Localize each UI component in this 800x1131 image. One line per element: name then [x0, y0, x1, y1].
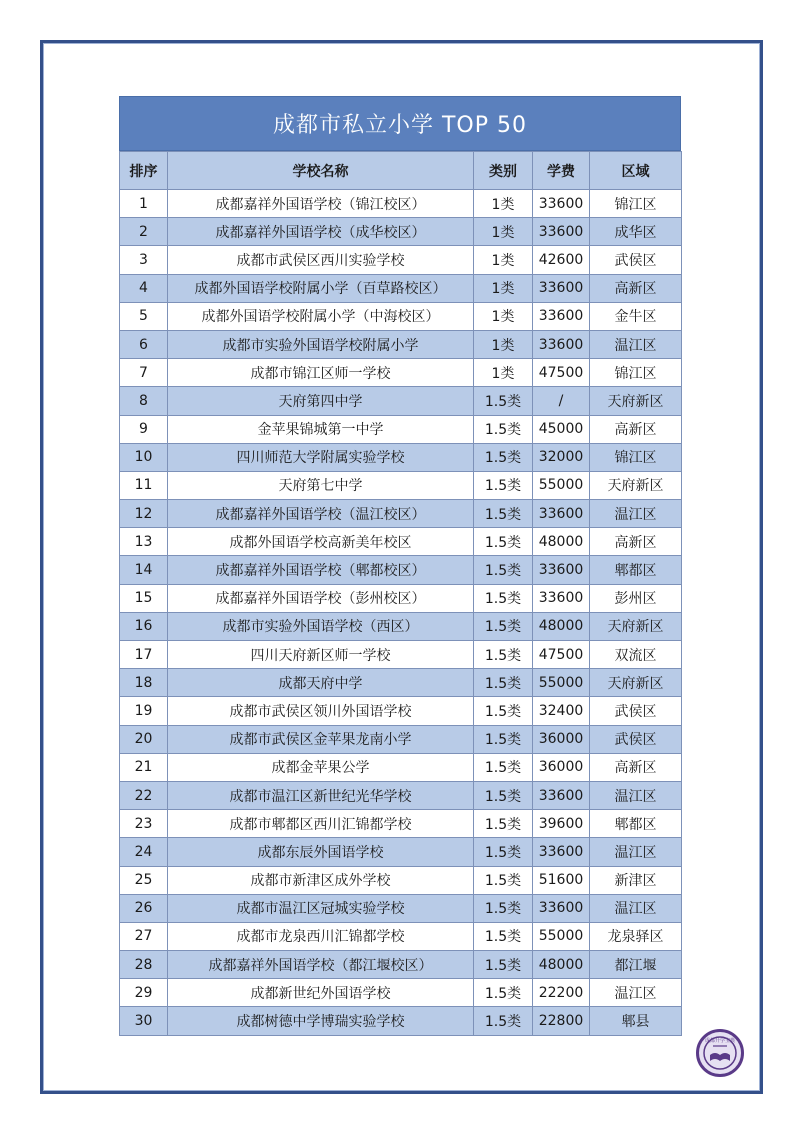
ranking-table-container [119, 96, 681, 1036]
table-row [120, 556, 682, 584]
table-row [120, 979, 682, 1007]
cell-tuition: 45000 [533, 415, 590, 443]
cell-district: 锦江区 [590, 443, 682, 471]
cell-tuition: 33600 [533, 584, 590, 612]
header-row [120, 152, 682, 190]
cell-rank: 13 [120, 528, 168, 556]
cell-rank: 23 [120, 810, 168, 838]
table-row [120, 641, 682, 669]
logo-badge [696, 1029, 744, 1077]
cell-school-name: 成都嘉祥外国语学校（锦江校区） [168, 190, 474, 218]
cell-district: 高新区 [590, 415, 682, 443]
cell-district: 成华区 [590, 218, 682, 246]
cell-school-name: 金苹果锦城第一中学 [168, 415, 474, 443]
cell-tuition: 47500 [533, 359, 590, 387]
cell-category: 1.5类 [474, 781, 533, 809]
cell-tuition: 33600 [533, 302, 590, 330]
cell-rank: 21 [120, 753, 168, 781]
cell-category: 1.5类 [474, 894, 533, 922]
table-row [120, 302, 682, 330]
cell-category: 1.5类 [474, 387, 533, 415]
cell-tuition: 33600 [533, 838, 590, 866]
cell-category: 1类 [474, 190, 533, 218]
cell-category: 1.5类 [474, 584, 533, 612]
cell-category: 1.5类 [474, 951, 533, 979]
table-row [120, 838, 682, 866]
cell-school-name: 成都东辰外国语学校 [168, 838, 474, 866]
cell-category: 1.5类 [474, 1007, 533, 1035]
cell-category: 1.5类 [474, 753, 533, 781]
table-row [120, 612, 682, 640]
cell-district: 锦江区 [590, 190, 682, 218]
cell-category: 1.5类 [474, 922, 533, 950]
cell-category: 1.5类 [474, 866, 533, 894]
cell-rank: 27 [120, 922, 168, 950]
cell-tuition: 32000 [533, 443, 590, 471]
cell-tuition: 42600 [533, 246, 590, 274]
cell-tuition: / [533, 387, 590, 415]
cell-rank: 26 [120, 894, 168, 922]
cell-district: 郫都区 [590, 556, 682, 584]
cell-school-name: 成都市锦江区师一学校 [168, 359, 474, 387]
cell-tuition: 33600 [533, 190, 590, 218]
cell-rank: 5 [120, 302, 168, 330]
cell-category: 1.5类 [474, 556, 533, 584]
cell-rank: 2 [120, 218, 168, 246]
cell-school-name: 成都市龙泉西川汇锦都学校 [168, 922, 474, 950]
table-row [120, 246, 682, 274]
cell-tuition: 33600 [533, 556, 590, 584]
header-district: 区域 [590, 152, 682, 190]
cell-district: 温江区 [590, 500, 682, 528]
cell-district: 温江区 [590, 330, 682, 358]
cell-rank: 1 [120, 190, 168, 218]
cell-school-name: 成都树德中学博瑞实验学校 [168, 1007, 474, 1035]
cell-school-name: 四川师范大学附属实验学校 [168, 443, 474, 471]
cell-rank: 18 [120, 669, 168, 697]
cell-category: 1.5类 [474, 443, 533, 471]
cell-rank: 20 [120, 725, 168, 753]
cell-category: 1类 [474, 218, 533, 246]
cell-school-name: 成都嘉祥外国语学校（成华校区） [168, 218, 474, 246]
cell-school-name: 成都市实验外国语学校附属小学 [168, 330, 474, 358]
cell-rank: 30 [120, 1007, 168, 1035]
cell-tuition: 48000 [533, 612, 590, 640]
cell-rank: 9 [120, 415, 168, 443]
cell-tuition: 55000 [533, 922, 590, 950]
cell-rank: 28 [120, 951, 168, 979]
table-row [120, 951, 682, 979]
cell-school-name: 成都金苹果公学 [168, 753, 474, 781]
cell-rank: 19 [120, 697, 168, 725]
cell-district: 金牛区 [590, 302, 682, 330]
cell-rank: 25 [120, 866, 168, 894]
cell-district: 武侯区 [590, 725, 682, 753]
cell-school-name: 成都外国语学校附属小学（中海校区） [168, 302, 474, 330]
cell-tuition: 33600 [533, 274, 590, 302]
cell-category: 1.5类 [474, 612, 533, 640]
table-row [120, 330, 682, 358]
cell-school-name: 成都新世纪外国语学校 [168, 979, 474, 1007]
cell-rank: 11 [120, 471, 168, 499]
table-row [120, 415, 682, 443]
table-row [120, 669, 682, 697]
cell-category: 1.5类 [474, 810, 533, 838]
cell-tuition: 48000 [533, 528, 590, 556]
cell-rank: 10 [120, 443, 168, 471]
cell-school-name: 成都市实验外国语学校（西区） [168, 612, 474, 640]
cell-category: 1类 [474, 359, 533, 387]
table-row [120, 190, 682, 218]
cell-district: 天府新区 [590, 612, 682, 640]
cell-tuition: 48000 [533, 951, 590, 979]
cell-district: 锦江区 [590, 359, 682, 387]
cell-district: 高新区 [590, 753, 682, 781]
table-row [120, 866, 682, 894]
table-row [120, 894, 682, 922]
cell-tuition: 36000 [533, 753, 590, 781]
cell-category: 1.5类 [474, 500, 533, 528]
table-row [120, 443, 682, 471]
cell-rank: 4 [120, 274, 168, 302]
cell-district: 武侯区 [590, 697, 682, 725]
table-body [120, 190, 682, 1036]
cell-district: 彭州区 [590, 584, 682, 612]
table-row [120, 500, 682, 528]
cell-rank: 8 [120, 387, 168, 415]
cell-rank: 12 [120, 500, 168, 528]
cell-school-name: 成都市温江区新世纪光华学校 [168, 781, 474, 809]
table-row [120, 1007, 682, 1035]
cell-tuition: 55000 [533, 669, 590, 697]
cell-rank: 16 [120, 612, 168, 640]
cell-tuition: 22800 [533, 1007, 590, 1035]
cell-category: 1.5类 [474, 641, 533, 669]
cell-tuition: 55000 [533, 471, 590, 499]
cell-school-name: 成都嘉祥外国语学校（都江堰校区） [168, 951, 474, 979]
cell-district: 郫都区 [590, 810, 682, 838]
cell-district: 都江堰 [590, 951, 682, 979]
cell-rank: 3 [120, 246, 168, 274]
table-row [120, 922, 682, 950]
table-row [120, 781, 682, 809]
cell-category: 1类 [474, 302, 533, 330]
cell-rank: 17 [120, 641, 168, 669]
logo-text: 成都升学宝典 [704, 1038, 735, 1044]
cell-district: 温江区 [590, 979, 682, 1007]
cell-district: 天府新区 [590, 669, 682, 697]
cell-school-name: 成都嘉祥外国语学校（郫都校区） [168, 556, 474, 584]
cell-tuition: 33600 [533, 894, 590, 922]
cell-district: 温江区 [590, 894, 682, 922]
cell-category: 1.5类 [474, 415, 533, 443]
cell-tuition: 33600 [533, 500, 590, 528]
cell-school-name: 天府第四中学 [168, 387, 474, 415]
cell-category: 1.5类 [474, 528, 533, 556]
table-row [120, 810, 682, 838]
cell-school-name: 成都嘉祥外国语学校（温江校区） [168, 500, 474, 528]
cell-category: 1.5类 [474, 838, 533, 866]
cell-category: 1.5类 [474, 979, 533, 1007]
ranking-table [119, 151, 682, 1036]
cell-rank: 22 [120, 781, 168, 809]
cell-tuition: 36000 [533, 725, 590, 753]
table-title: 成都市私立小学 TOP 50 [119, 96, 681, 151]
table-row [120, 725, 682, 753]
cell-tuition: 33600 [533, 330, 590, 358]
cell-school-name: 成都外国语学校高新美年校区 [168, 528, 474, 556]
cell-rank: 7 [120, 359, 168, 387]
header-category: 类别 [474, 152, 533, 190]
header-school-name: 学校名称 [168, 152, 474, 190]
cell-district: 新津区 [590, 866, 682, 894]
cell-district: 温江区 [590, 838, 682, 866]
table-row [120, 274, 682, 302]
table-row [120, 218, 682, 246]
cell-school-name: 成都天府中学 [168, 669, 474, 697]
cell-category: 1类 [474, 246, 533, 274]
cell-rank: 29 [120, 979, 168, 1007]
cell-school-name: 成都市郫都区西川汇锦都学校 [168, 810, 474, 838]
table-row [120, 387, 682, 415]
table-row [120, 697, 682, 725]
cell-tuition: 33600 [533, 218, 590, 246]
cell-category: 1类 [474, 330, 533, 358]
header-tuition: 学费 [533, 152, 590, 190]
cell-rank: 14 [120, 556, 168, 584]
cell-category: 1.5类 [474, 725, 533, 753]
table-row [120, 471, 682, 499]
cell-category: 1类 [474, 274, 533, 302]
cell-rank: 15 [120, 584, 168, 612]
cell-school-name: 成都外国语学校附属小学（百草路校区） [168, 274, 474, 302]
cell-tuition: 51600 [533, 866, 590, 894]
cell-district: 郫县 [590, 1007, 682, 1035]
table-row [120, 584, 682, 612]
table-row [120, 753, 682, 781]
cell-school-name: 成都市新津区成外学校 [168, 866, 474, 894]
cell-school-name: 成都市温江区冠城实验学校 [168, 894, 474, 922]
cell-tuition: 33600 [533, 781, 590, 809]
cell-school-name: 成都市武侯区领川外国语学校 [168, 697, 474, 725]
cell-tuition: 32400 [533, 697, 590, 725]
cell-tuition: 39600 [533, 810, 590, 838]
header-rank: 排序 [120, 152, 168, 190]
cell-district: 龙泉驿区 [590, 922, 682, 950]
cell-school-name: 成都嘉祥外国语学校（彭州校区） [168, 584, 474, 612]
cell-district: 武侯区 [590, 246, 682, 274]
cell-rank: 6 [120, 330, 168, 358]
cell-tuition: 22200 [533, 979, 590, 1007]
table-row [120, 359, 682, 387]
cell-category: 1.5类 [474, 669, 533, 697]
cell-category: 1.5类 [474, 697, 533, 725]
cell-district: 高新区 [590, 274, 682, 302]
cell-district: 天府新区 [590, 387, 682, 415]
cell-district: 双流区 [590, 641, 682, 669]
table-row [120, 528, 682, 556]
cell-tuition: 47500 [533, 641, 590, 669]
cell-district: 温江区 [590, 781, 682, 809]
cell-category: 1.5类 [474, 471, 533, 499]
cell-district: 天府新区 [590, 471, 682, 499]
cell-district: 高新区 [590, 528, 682, 556]
cell-school-name: 成都市武侯区金苹果龙南小学 [168, 725, 474, 753]
cell-rank: 24 [120, 838, 168, 866]
cell-school-name: 天府第七中学 [168, 471, 474, 499]
cell-school-name: 成都市武侯区西川实验学校 [168, 246, 474, 274]
cell-school-name: 四川天府新区师一学校 [168, 641, 474, 669]
